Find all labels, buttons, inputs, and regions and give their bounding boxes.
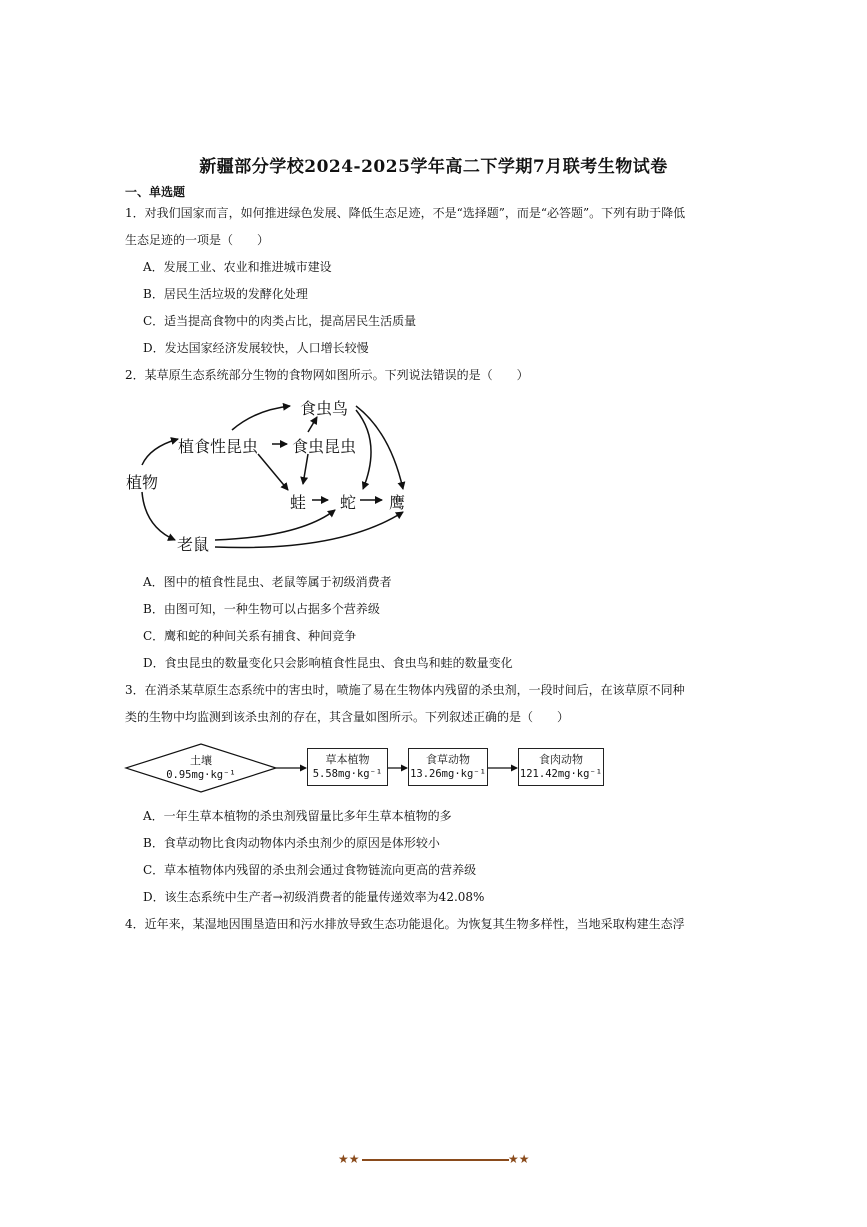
- chain-plant-box: [307, 748, 388, 786]
- q3-stem-line1: 3．在消杀某草原生态系统中的害虫时，喷施了易在生物体内残留的杀虫剂，一段时间后，在该草原不同种: [125, 683, 685, 697]
- q1-option-c: C．适当提高食物中的肉类占比，提高居民生活质量: [143, 314, 417, 328]
- q2-option-a: A．图中的植食性昆虫、老鼠等属于初级消费者: [143, 575, 392, 589]
- node-insectivorous-bird: 食虫鸟: [300, 399, 349, 418]
- chain-soil: [151, 753, 251, 783]
- q2-option-d: D．食虫昆虫的数量变化只会影响植食性昆虫、食虫鸟和蛙的数量变化: [143, 656, 513, 670]
- q3-option-a: A．一年生草本植物的杀虫剂残留量比多年生草本植物的多: [143, 809, 452, 823]
- chain-soil-value: 0.95mg·kg⁻¹: [166, 769, 236, 781]
- chain-herbivore-name: 食草动物: [426, 753, 470, 766]
- exam-title: 新疆部分学校2024-2025学年高二下学期7月联考生物试卷: [199, 157, 668, 177]
- q2-option-c: C．鹰和蛇的种间关系有捕食、种间竞争: [143, 629, 357, 643]
- q3-stem-line2: 类的生物中均监测到该杀虫剂的存在，其含量如图所示。下列叙述正确的是（ ）: [125, 710, 570, 724]
- q2-stem: 2．某草原生态系统部分生物的食物网如图所示。下列说法错误的是（ ）: [125, 368, 529, 382]
- footer-left-stars: ★★: [338, 1152, 360, 1166]
- chain-soil-name: 土壤: [190, 754, 212, 767]
- chain-herbivore-value: 13.26mg·kg⁻¹: [410, 768, 486, 780]
- food-web-arrows: [120, 392, 420, 567]
- q3-option-b: B．食草动物比食肉动物体内杀虫剂少的原因是体形较小: [143, 836, 440, 850]
- q3-option-d: D．该生态系统中生产者→初级消费者的能量传递效率为42.08%: [143, 890, 485, 904]
- node-snake: 蛇: [340, 493, 357, 512]
- page-footer-ornament: [338, 1151, 533, 1167]
- arrow-mouse-snake: [215, 510, 335, 540]
- node-frog: 蛙: [290, 493, 307, 512]
- node-mouse: 老鼠: [177, 535, 210, 554]
- q1-option-d: D．发达国家经济发展较快，人口增长较慢: [143, 341, 369, 355]
- arrow-insect-frog: [303, 454, 308, 484]
- food-web-diagram: [120, 392, 420, 567]
- arrow-herbivore-bird: [232, 406, 290, 430]
- chain-plant-value: 5.58mg·kg⁻¹: [312, 768, 383, 780]
- pesticide-chain-diagram: [124, 742, 614, 802]
- footer-right-stars: ★★: [508, 1152, 530, 1166]
- chain-carnivore-name: 食肉动物: [539, 753, 583, 766]
- chain-carnivore-value: 121.42mg·kg⁻¹: [519, 768, 603, 780]
- arrow-plant-herbivore: [142, 439, 178, 465]
- q1-stem-line2: 生态足迹的一项是（ ）: [125, 233, 270, 247]
- chain-herbivore-box: [408, 748, 488, 786]
- q1-option-a: A．发展工业、农业和推进城市建设: [143, 260, 332, 274]
- arrow-bird-hawk: [356, 406, 403, 489]
- chain-carnivore-box: [518, 748, 604, 786]
- node-herbivorous-insect: 植食性昆虫: [178, 437, 259, 456]
- section-heading: 一、单选题: [125, 185, 186, 199]
- q3-option-c: C．草本植物体内残留的杀虫剂会通过食物链流向更高的营养级: [143, 863, 477, 877]
- q2-option-b: B．由图可知，一种生物可以占据多个营养级: [143, 602, 380, 616]
- arrow-bird-snake: [356, 410, 371, 489]
- arrow-plant-mouse: [142, 492, 175, 540]
- node-hawk: 鹰: [389, 493, 406, 512]
- chain-plant-name: 草本植物: [325, 753, 370, 766]
- arrow-herbivore-frog: [258, 454, 288, 490]
- q1-option-b: B．居民生活垃圾的发酵化处理: [143, 287, 308, 301]
- q1-stem-line1: 1．对我们国家而言，如何推进绿色发展、降低生态足迹，不是“选择题”，而是“必答题”。下列有助于降低: [125, 206, 686, 220]
- footer-rule: [362, 1159, 509, 1161]
- node-plant: 植物: [126, 473, 159, 492]
- q4-stem-line1: 4．近年来，某湿地因围垦造田和污水排放导致生态功能退化。为恢复其生物多样性，当地采取构建生态浮: [125, 917, 685, 931]
- node-insectivorous-insect: 食虫昆虫: [292, 437, 357, 456]
- arrow-insect-bird: [308, 417, 317, 432]
- arrow-mouse-hawk: [215, 512, 403, 548]
